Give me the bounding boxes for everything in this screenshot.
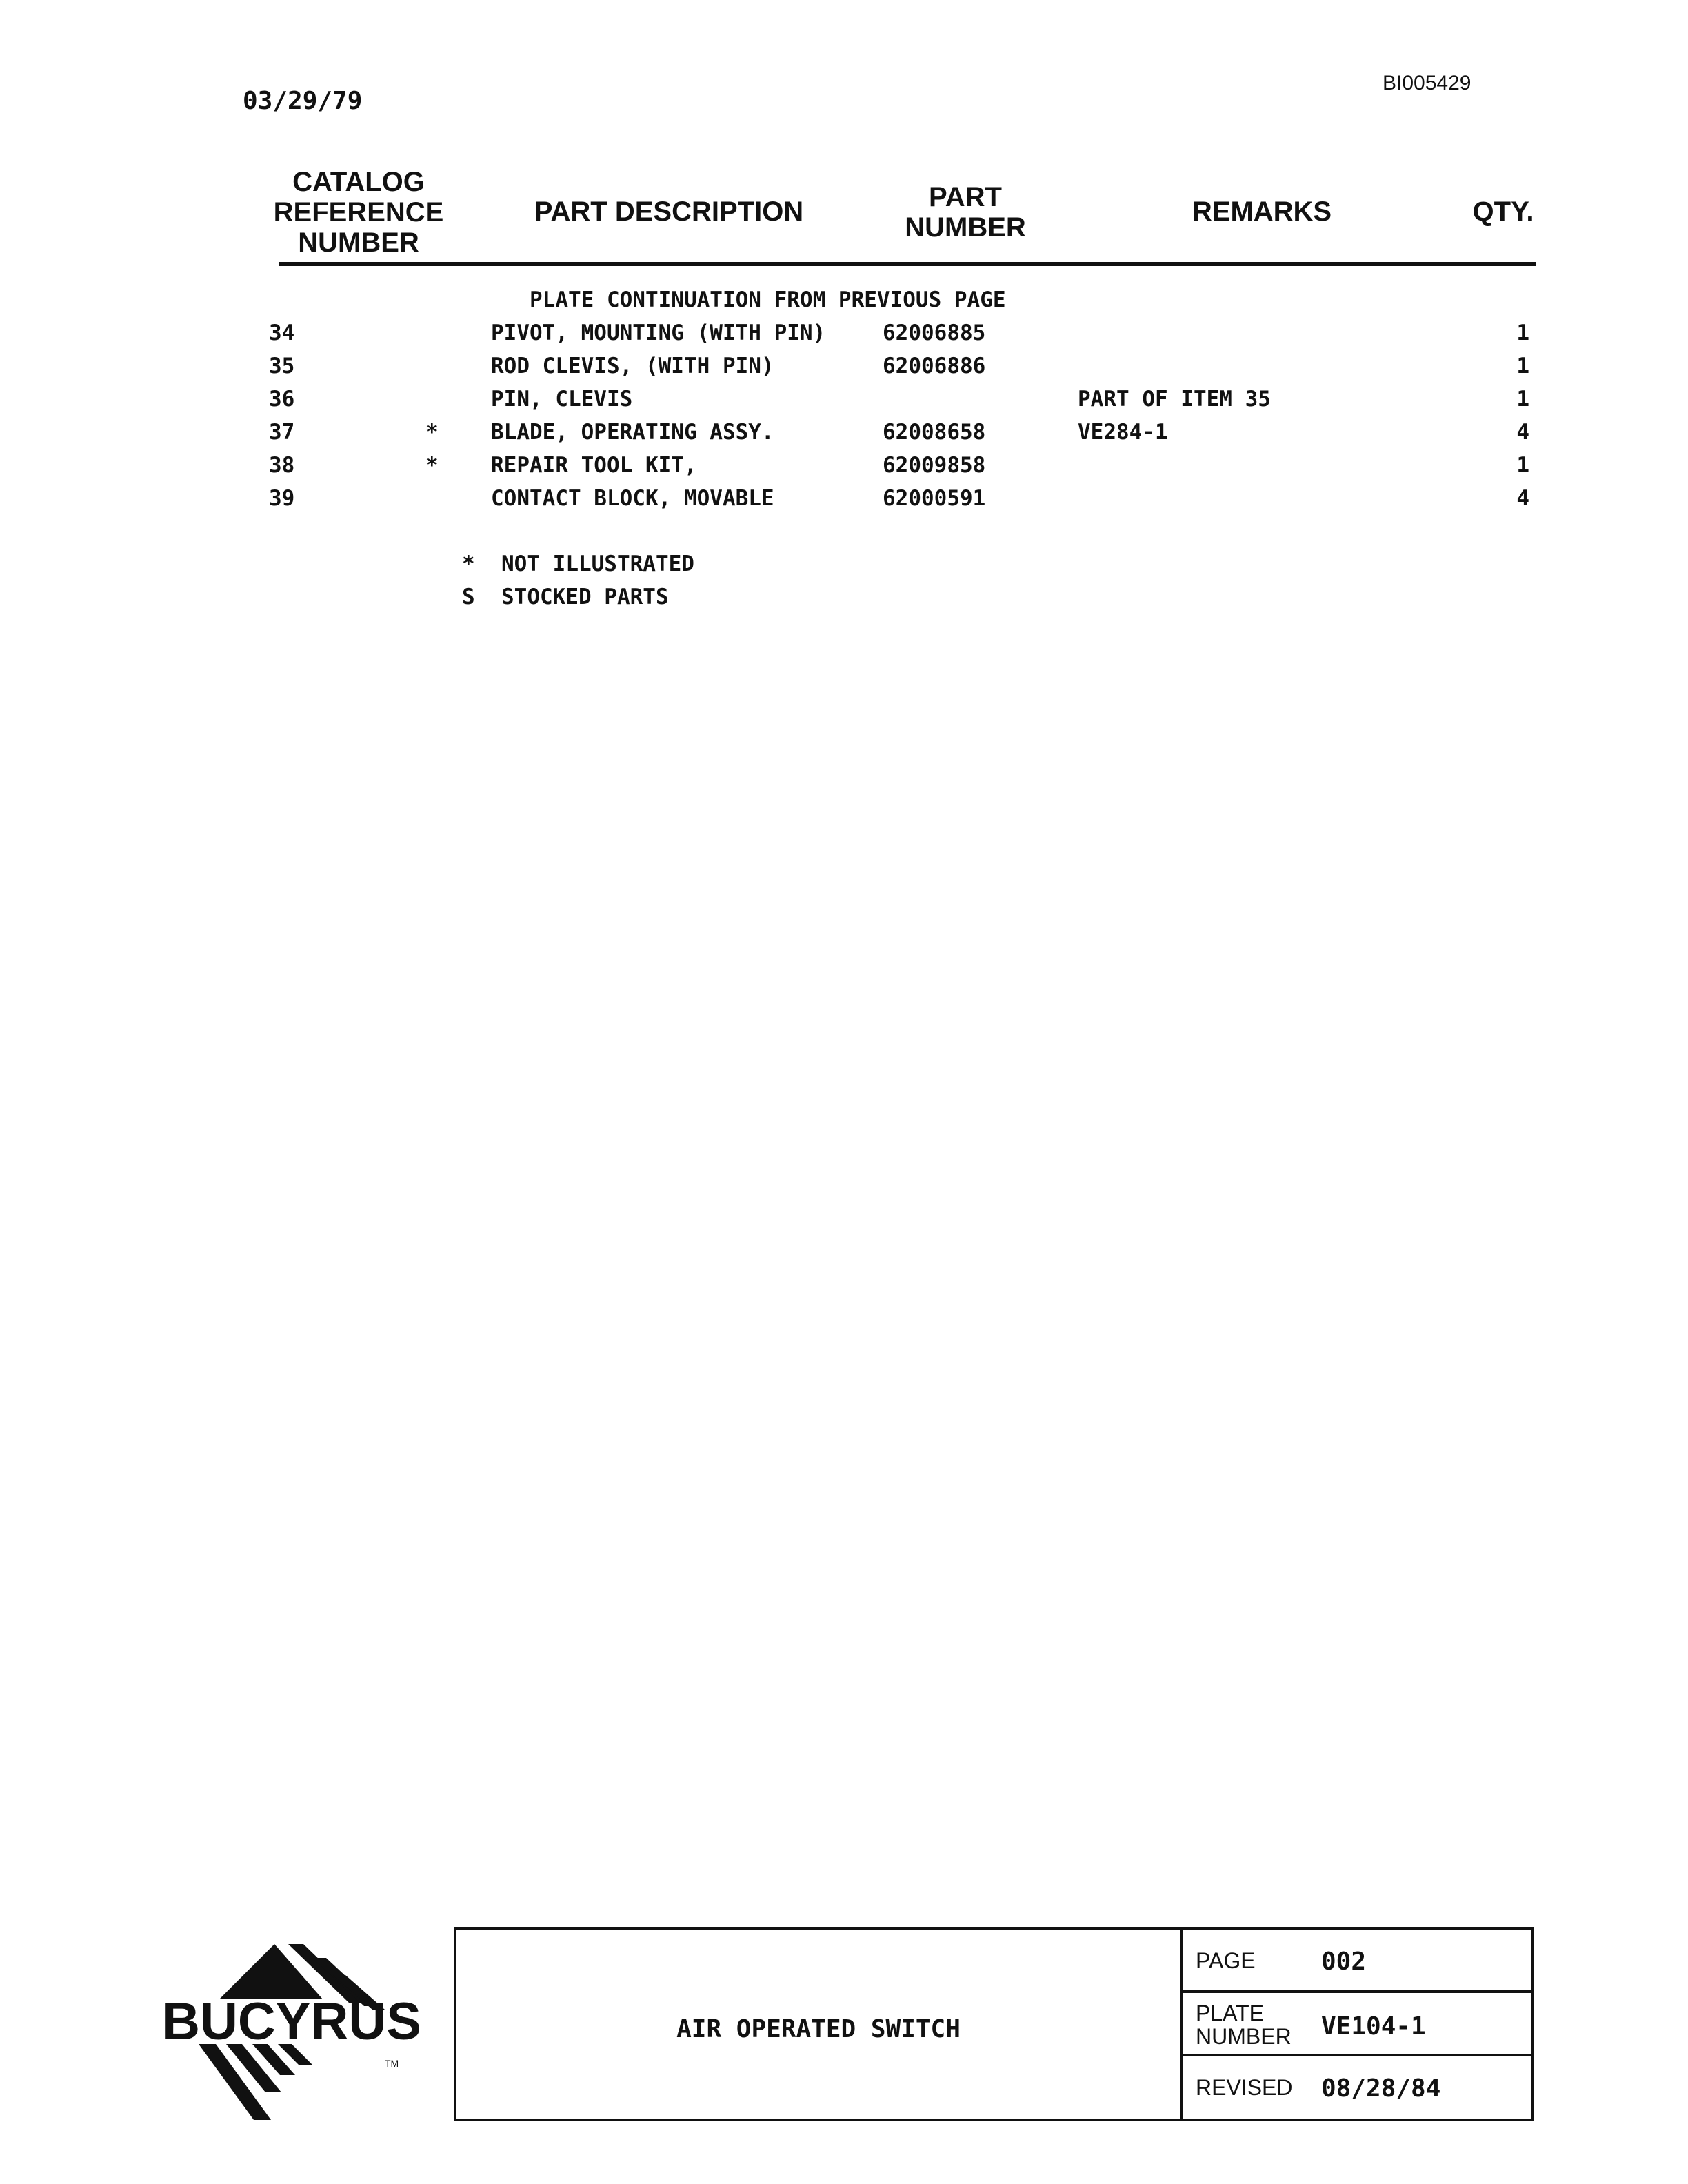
cell-ref: 37 <box>269 420 295 445</box>
column-header-part-number <box>883 182 1048 243</box>
cell-qty: 1 <box>1516 453 1529 478</box>
column-header-line: REFERENCE <box>273 197 444 228</box>
cell-part-number: 62009858 <box>883 453 986 478</box>
column-header-line: PART <box>929 182 1002 212</box>
column-header-remarks <box>1172 196 1352 227</box>
cell-description: PIN, CLEVIS <box>491 387 633 412</box>
cell-part-number: 62006885 <box>883 321 986 345</box>
document-date: 03/29/79 <box>243 87 363 115</box>
table-row <box>0 420 1688 453</box>
column-header-line: REMARKS <box>1192 196 1332 227</box>
cell-qty: 4 <box>1516 486 1529 511</box>
cell-qty: 1 <box>1516 354 1529 378</box>
column-header-qty <box>1455 196 1551 227</box>
cell-description: PIVOT, MOUNTING (WITH PIN) <box>491 321 826 345</box>
table-row <box>0 321 1688 354</box>
table-row <box>0 453 1688 486</box>
document-id: BI005429 <box>1383 72 1471 94</box>
cell-remarks: PART OF ITEM 35 <box>1078 387 1271 412</box>
title-block <box>454 1927 1534 2121</box>
plate-label: PLATE <box>1196 2001 1264 2025</box>
plate-label: NUMBER <box>1196 2024 1292 2049</box>
table-row <box>0 486 1688 519</box>
legend-item <box>0 585 1688 618</box>
legend-symbol: S <box>462 585 475 609</box>
page-value: 002 <box>1321 1948 1367 1976</box>
cell-remarks: VE284-1 <box>1078 420 1168 445</box>
cell-part-number: 62000591 <box>883 486 986 511</box>
cell-mark: * <box>425 453 439 478</box>
revised-date: 08/28/84 <box>1321 2074 1441 2103</box>
column-header-line: CATALOG <box>292 167 425 197</box>
plate-number-cell <box>1183 1993 1531 2056</box>
revised-label: REVISED <box>1196 2075 1293 2100</box>
cell-ref: 36 <box>269 387 295 412</box>
legend-text: NOT ILLUSTRATED <box>501 552 694 576</box>
column-header-part-description <box>524 196 814 227</box>
column-header-line: PART DESCRIPTION <box>534 196 804 227</box>
cell-part-number: 62006886 <box>883 354 986 378</box>
logo-wordmark: BUCYRUS <box>162 1992 421 2051</box>
cell-qty: 4 <box>1516 420 1529 445</box>
cell-part-number: 62008658 <box>883 420 986 445</box>
header-divider <box>279 262 1536 266</box>
plate-number-value: VE104-1 <box>1321 2012 1426 2041</box>
column-header-line: QTY. <box>1472 196 1534 227</box>
legend-text: STOCKED PARTS <box>501 585 669 609</box>
table-row <box>0 354 1688 387</box>
document-title: AIR OPERATED SWITCH <box>676 2015 961 2043</box>
cell-mark: * <box>425 420 439 445</box>
column-header-line: NUMBER <box>298 228 419 258</box>
page-cell <box>1183 1930 1531 1993</box>
column-header-line: NUMBER <box>905 212 1026 243</box>
table-row <box>0 387 1688 420</box>
cell-description: REPAIR TOOL KIT, <box>491 453 697 478</box>
column-header-catalog-reference <box>262 167 455 258</box>
cell-description: ROD CLEVIS, (WITH PIN) <box>491 354 774 378</box>
cell-ref: 35 <box>269 354 295 378</box>
cell-qty: 1 <box>1516 321 1529 345</box>
continuation-note: PLATE CONTINUATION FROM PREVIOUS PAGE <box>530 287 1006 312</box>
cell-ref: 38 <box>269 453 295 478</box>
cell-description: BLADE, OPERATING ASSY. <box>491 420 774 445</box>
cell-description: CONTACT BLOCK, MOVABLE <box>491 486 774 511</box>
cell-ref: 39 <box>269 486 295 511</box>
legend-item <box>0 552 1688 585</box>
legend-symbol: * <box>462 552 475 576</box>
cell-qty: 1 <box>1516 387 1529 412</box>
revised-cell <box>1183 2056 1531 2119</box>
logo-trademark: TM <box>385 2058 399 2069</box>
bucyrus-logo <box>150 1937 433 2137</box>
page-label: PAGE <box>1196 1948 1256 1973</box>
cell-ref: 34 <box>269 321 295 345</box>
